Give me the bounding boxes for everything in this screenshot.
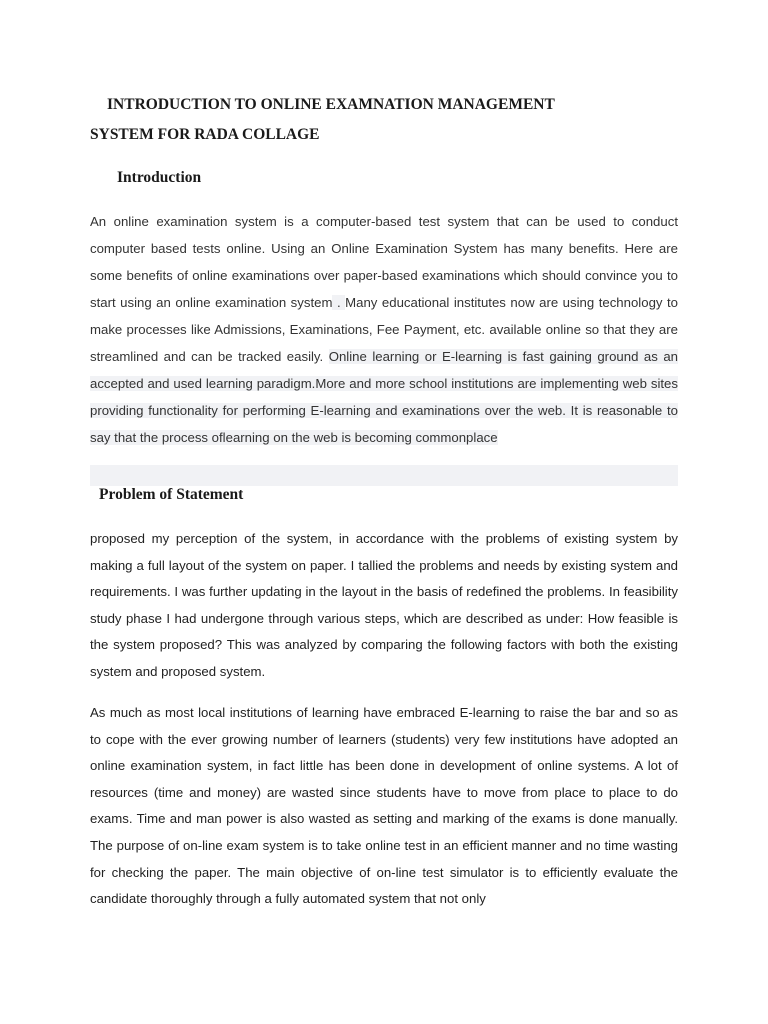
problem-paragraph-2: As much as most local institutions of learning have embraced E-learning to raise the bar and so as to cope with the ever growing number of learners (students) very few institutions have adopted an online examination system, in fact little has been done in development of online systems. A lot of resources (time and money) are wasted since students have to move from place to place to do exams. Time and man power is also wasted as setting and marking of the exams is done manually. The purpose of on-line exam system is to take online test in an efficient manner and no time wasting for checking the paper. The main objective of on-line test simulator is to efficiently evaluate the candidate thoroughly through a fully automated system that not only	[90, 705, 678, 907]
title-line-1: INTRODUCTION TO ONLINE EXAMNATION MANAGEMENT	[107, 96, 555, 113]
introduction-heading: Introduction	[117, 169, 202, 186]
document-title	[90, 90, 690, 150]
problem-paragraph-1: proposed my perception of the system, in accordance with the problems of existing system by making a full layout of the system on paper. I tallied the problems and needs by existing system and requirements. I was further updating in the layout in the basis of redefined the problems. In feasibility study phase I had undergone through various steps, which are described as under: How feasible is the system proposed? This was analyzed by comparing the following factors with both the existing system and proposed system.	[90, 531, 678, 679]
problem-heading: Problem of Statement	[99, 486, 244, 503]
highlight-band	[90, 465, 678, 486]
title-line-2: SYSTEM FOR RADA COLLAGE	[90, 126, 320, 143]
intro-text-part-3: Many educational institutes now are using technology to make processes like Admissions, Examinations, Fee Payment, etc. available online so that they are streamlined and can be tracked easily.	[90, 295, 678, 364]
introduction-paragraph	[90, 208, 678, 451]
intro-text-part-4: Online learning or E-learning is fast gaining ground as an accepted and used learning paradigm.More and more school institutions are implementing web sites providing functionality for performing E-learning and examinations over the web. It is reasonable to say that the process oflearning on the web is becoming commonplace	[90, 349, 678, 445]
intro-text-part-2: .	[332, 295, 346, 310]
intro-text-part-1: An online examination system is a computer-based test system that can be used to conduct computer based tests online. Using an Online Examination System has many benefits. Here are some benefits of online examinations over paper-based examinations which should convince you to start using an online examination system	[90, 214, 678, 310]
